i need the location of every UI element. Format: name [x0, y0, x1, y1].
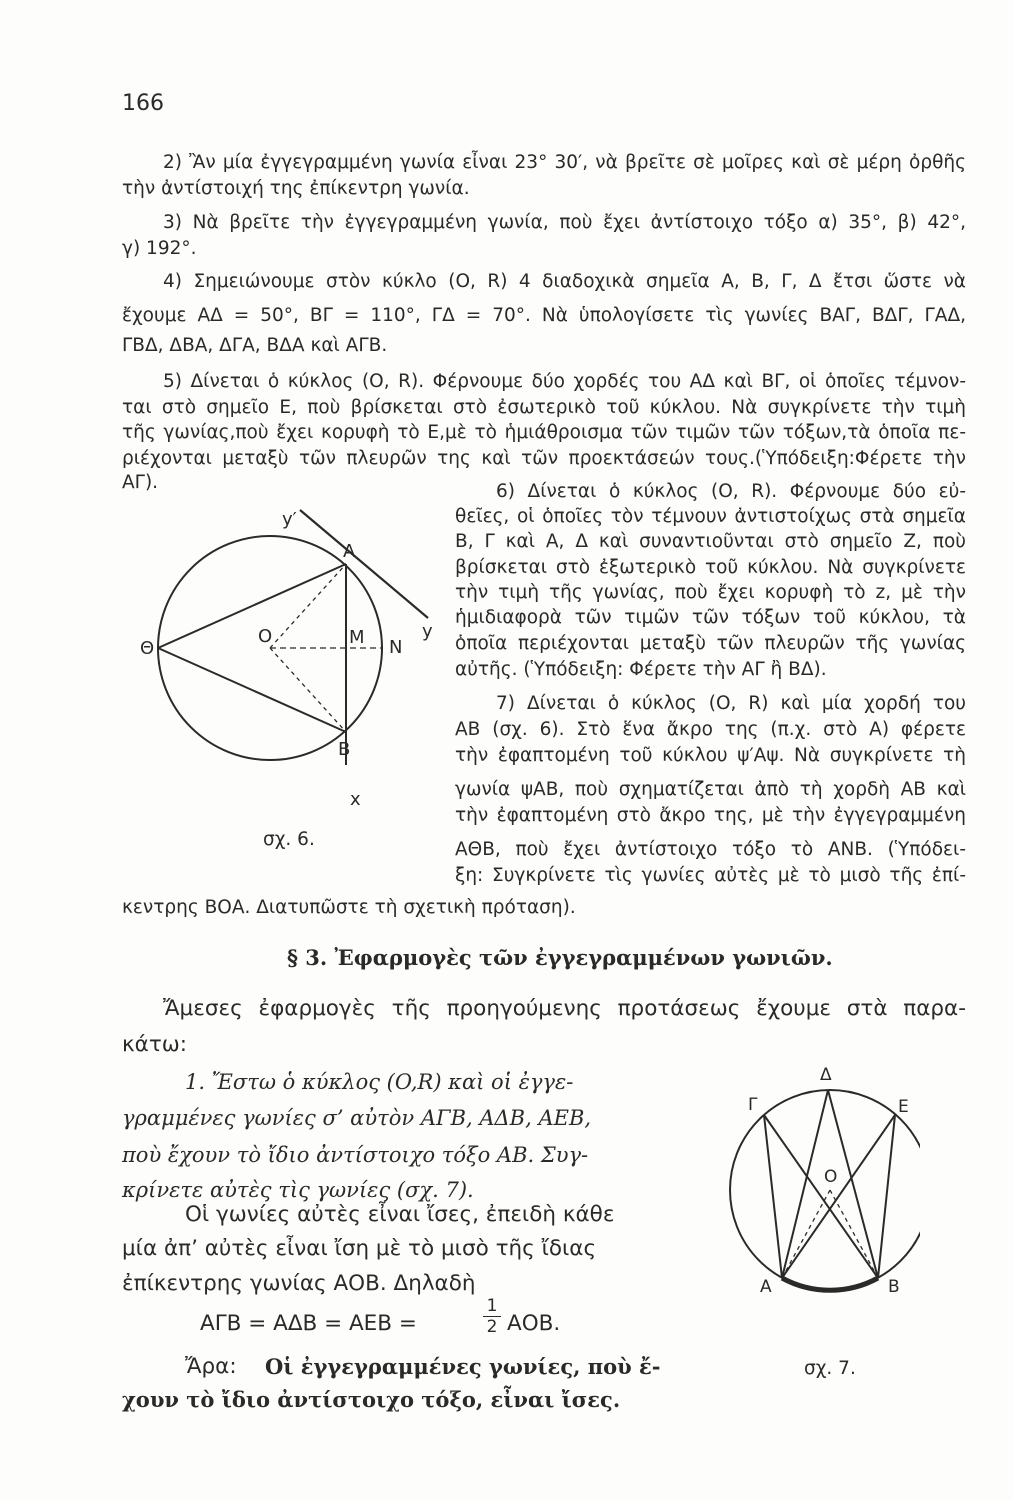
application-1-line-5: Οἱ γωνίες αὐτὲς εἶναι ἴσες, ἐπειδὴ κάθε — [185, 1202, 615, 1227]
exercise-6-line-8: αὐτῆς. (Ὑπόδειξη: Φέρετε τὴν ΑΓ ἢ ΒΔ). — [455, 659, 827, 680]
fig7-label-b: Β — [888, 1277, 900, 1297]
section-intro-line-1: Ἄμεσες ἐφαρμογὲς τῆς προηγούμενης προτάσεως ἔχουμε στὰ παρα- — [163, 996, 966, 1021]
exercise-5-line-4: ριέχονται μεταξὺ τῶν πλευρῶν της καὶ τῶν προεκτάσεών τους.(Ὑπόδειξη:Φέρετε τὴν ΑΓ). — [122, 448, 966, 493]
exercise-3-line-2: γ) 192°. — [122, 238, 197, 259]
exercise-7-line-4: γωνία ψΑΒ, ποὺ σχηματίζεται ἀπὸ τὴ χορδὴ ΑΒ καὶ — [455, 779, 966, 800]
exercise-2-line-2: τὴν ἀντίστοιχή της ἐπίκεντρη γωνία. — [122, 178, 470, 199]
exercise-6-line-1: 6) Δίνεται ὁ κύκλος (O, R). Φέρνουμε δύο εὐ- — [496, 481, 966, 502]
exercise-6-line-5: τὴν τιμὴ τῆς γωνίας, ποὺ ἔχει κορυφὴ τὸ z, μὲ τὴν — [455, 582, 966, 603]
fig7-label-g: Γ — [748, 1095, 758, 1115]
exercise-3-line-1: 3) Νὰ βρεῖτε τὴν ἐγγεγραμμένη γωνία, ποὺ ἔχει ἀντίστοιχο τόξο α) 35°, β) 42°, — [163, 212, 966, 233]
exercise-7-line-7: ξη: Συγκρίνετε τὶς γωνίες αὐτὲς μὲ τὸ μισὸ τῆς ἐπί- — [455, 865, 966, 886]
fig7-label-d: Δ — [820, 1065, 832, 1085]
exercise-7-line-1: 7) Δίνεται ὁ κύκλος (O, R) καὶ μία χορδή του — [496, 693, 966, 714]
exercise-7-line-8: κεντρης ΒΟΑ. Διατυπῶστε τὴ σχετικὴ πρόταση). — [122, 897, 576, 918]
fig7-radius-oa — [782, 1190, 830, 1278]
fig6-label-x: x — [350, 789, 361, 810]
section-title: § 3. Ἐφαρμογὲς τῶν ἐγγεγραμμένων γωνιῶν. — [287, 945, 833, 970]
exercise-6-line-6: ἡμιδιαφορὰ τῶν τιμῶν τῶν τόξων τοῦ κύκλου, τὰ — [455, 607, 966, 628]
fig7-line-g-b — [764, 1115, 878, 1278]
fig6-label-theta: Θ — [140, 638, 155, 659]
figure-7 — [720, 1060, 920, 1320]
fig7-arc-ab — [782, 1278, 878, 1290]
exercise-7-line-6: ΑΘΒ, ποὺ ἔχει ἀντίστοιχο τόξο τὸ ΑΝΒ. (Ὑπόδει- — [455, 839, 966, 860]
formula-fraction — [483, 1296, 501, 1337]
exercise-6-line-4: βρίσκεται στὸ ἐξωτερικὸ τοῦ κύκλου. Νὰ συγκρίνετε — [455, 557, 966, 578]
fig6-chord-theta-a — [158, 564, 346, 648]
exercise-6-line-2: θεῖες, οἱ ὁποῖες τὸν τέμνουν ἀντιστοίχως στὰ σημεῖα — [455, 506, 966, 527]
conclusion-line-2: χουν τὸ ἴδιο ἀντίστοιχο τόξο, εἶναι ἴσες. — [122, 1387, 621, 1412]
fig7-line-a-g — [764, 1115, 782, 1278]
application-1-line-4: κρίνετε αὐτὲς τὶς γωνίες (σχ. 7). — [122, 1178, 474, 1202]
figure-6 — [140, 495, 460, 855]
fig6-radius-oa — [270, 564, 346, 648]
application-1-line-2: γραμμένες γωνίες σ’ αὐτὸν ΑΓΒ, ΑΔΒ, ΑΕΒ, — [122, 1106, 592, 1130]
formula-right: ΑΟΒ. — [507, 1311, 561, 1336]
fig7-label-e: Ε — [898, 1097, 909, 1117]
application-1-line-1: 1. Ἔστω ὁ κύκλος (O,R) καὶ οἱ ἐγγε- — [185, 1070, 574, 1094]
fig7-line-a-d — [782, 1090, 828, 1278]
exercise-6-line-3: Β, Γ καὶ Α, Δ καὶ συναντιοῦνται στὸ σημεῖο Ζ, ποὺ — [455, 531, 966, 552]
fig7-label-o: O — [824, 1167, 838, 1187]
application-1-line-6: μία ἀπ’ αὐτὲς εἶναι ἴση μὲ τὸ μισὸ τῆς ἴδιας — [122, 1236, 597, 1261]
fig6-label-b: B — [338, 739, 351, 760]
application-1-line-7: ἐπίκεντρης γωνίας ΑΟΒ. Δηλαδὴ — [122, 1271, 476, 1296]
figure-6-caption: σχ. 6. — [263, 829, 315, 850]
fig6-label-a: Α — [343, 541, 356, 562]
fig6-label-m: M — [349, 627, 365, 648]
fig7-line-e-b — [878, 1115, 895, 1278]
page-number: 166 — [122, 91, 164, 116]
conclusion-lead: Ἄρα: — [185, 1354, 237, 1379]
exercise-4-line-2: ἔχουμε ΑΔ = 50°, ΒΓ = 110°, ΓΔ = 70°. Νὰ ὑπολογίσετε τὶς γωνίες ΒΑΓ, ΒΔΓ, ΓΑΔ, — [122, 305, 966, 326]
fig7-label-a: Α — [760, 1277, 772, 1297]
exercise-5-line-3: τῆς γωνίας,ποὺ ἔχει κορυφὴ τὸ Ε,μὲ τὸ ἡμιάθροισμα τῶν τιμῶν τῶν τόξων,τὰ ὁποῖα πε- — [122, 422, 966, 443]
exercise-5-line-2: ται στὸ σημεῖο Ε, ποὺ βρίσκεται στὸ ἐσωτερικὸ τοῦ κύκλου. Νὰ συγκρίνετε τὴν τιμὴ — [122, 397, 966, 418]
fig7-radius-ob — [830, 1190, 878, 1278]
exercise-6-line-7: ὁποῖα περιέχονται μεταξὺ τῶν πλευρῶν τῆς γωνίας — [455, 633, 966, 654]
exercise-4-line-3: ΓΒΔ, ΔΒΑ, ΔΓΑ, ΒΔΑ καὶ ΑΓΒ. — [122, 335, 388, 356]
fig6-tangent-line — [300, 510, 428, 618]
fraction-denominator: 2 — [486, 1317, 498, 1337]
fig6-label-n: N — [389, 637, 403, 658]
fig6-label-y: y — [422, 621, 433, 642]
fig6-label-y-prime: y′ — [282, 509, 297, 530]
exercise-7-line-2: ΑΒ (σχ. 6). Στὸ ἕνα ἄκρο της (π.χ. στὸ Α) φέρετε — [455, 719, 966, 740]
application-1-line-3: ποὺ ἔχουν τὸ ἴδιο ἀντίστοιχο τόξο ΑΒ. Συγ- — [122, 1143, 589, 1167]
figure-7-caption: σχ. 7. — [804, 1358, 856, 1379]
fig6-label-o: O — [258, 626, 273, 647]
formula-left: ΑΓΒ = ΑΔΒ = ΑΕΒ = — [200, 1311, 417, 1336]
fig7-line-a-e — [782, 1115, 895, 1278]
exercise-7-line-3: τὴν ἐφαπτομένη τοῦ κύκλου ψ′Αψ. Νὰ συγκρίνετε τὴ — [455, 745, 966, 766]
conclusion-line-1: Οἱ ἐγγεγραμμένες γωνίες, ποὺ ἔ- — [265, 1354, 661, 1379]
fig6-radius-ob — [270, 648, 346, 732]
exercise-4-line-1: 4) Σημειώνουμε στὸν κύκλο (O, R) 4 διαδοχικὰ σημεῖα Α, Β, Γ, Δ ἔτσι ὥστε νὰ — [163, 271, 966, 292]
exercise-5-line-1: 5) Δίνεται ὁ κύκλος (O, R). Φέρνουμε δύο χορδές του ΑΔ καὶ ΒΓ, οἱ ὁποῖες τέμνον- — [163, 371, 966, 392]
exercise-7-line-5: τὴν ἐφαπτομένη στὸ ἄκρο της, μὲ τὴν ἐγγεγραμμένη — [455, 805, 966, 826]
exercise-2-line-1: 2) Ἂν μία ἐγγεγραμμένη γωνία εἶναι 23° 30′, νὰ βρεῖτε σὲ μοῖρες καὶ σὲ μέρη ὀρθῆς — [163, 152, 966, 173]
fraction-numerator: 1 — [483, 1296, 501, 1317]
section-intro-line-2: κάτω: — [122, 1032, 188, 1057]
fig6-chord-theta-b — [158, 648, 346, 732]
